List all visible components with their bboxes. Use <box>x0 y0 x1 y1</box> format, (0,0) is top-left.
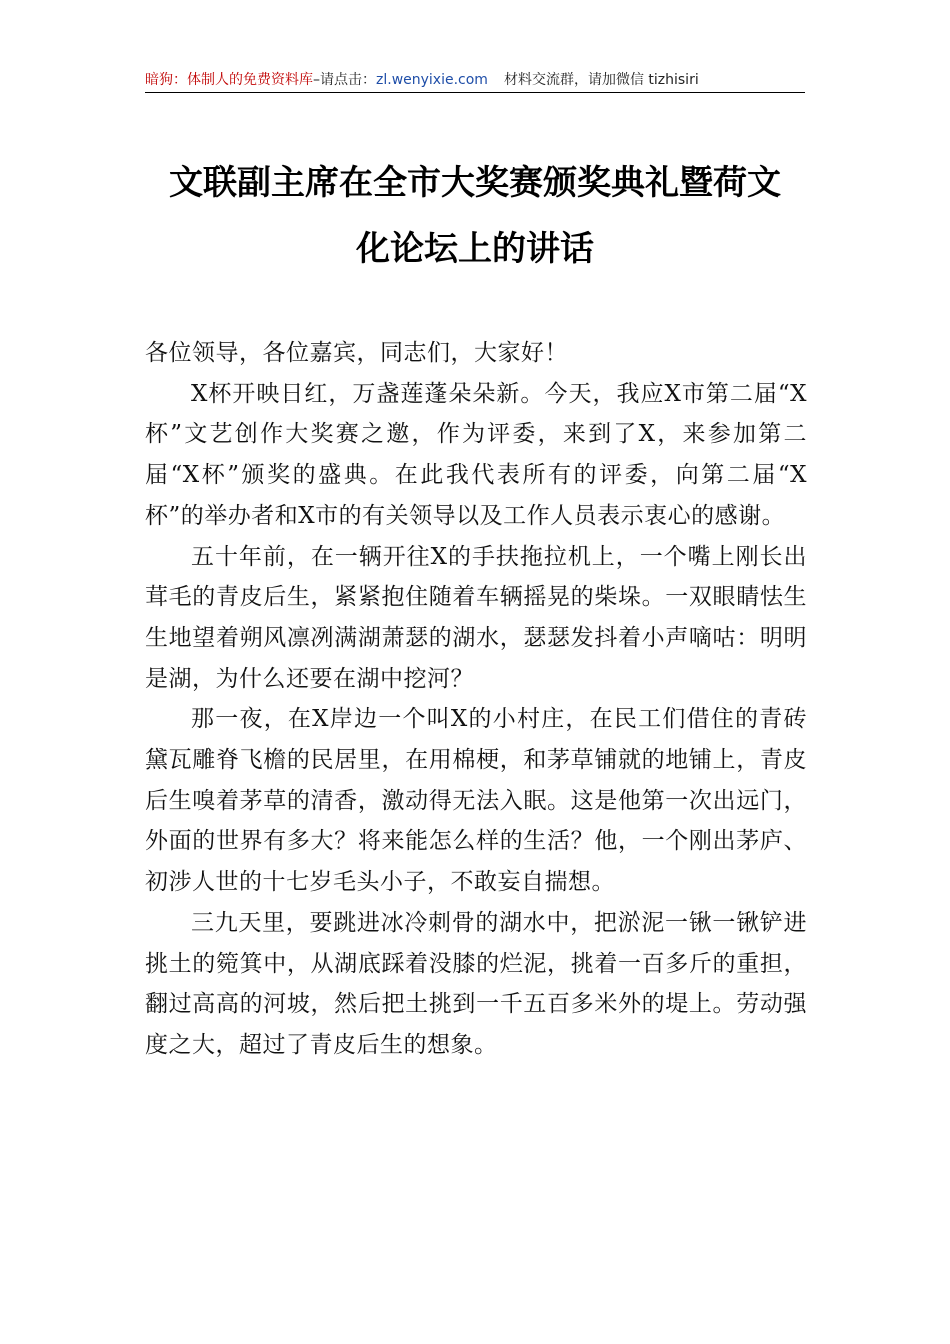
header-contact: 材料交流群，请加微信 tizhisiri <box>503 72 699 88</box>
header-brand: 暗狗：体制人的免费资料库 <box>145 72 313 88</box>
paragraph: 五十年前，在一辆开往X的手扶拖拉机上，一个嘴上刚长出茸毛的青皮后生，紧紧抱住随着车辆摇晃的柴垛。一双眼睛怯生生地望着朔风凛冽满湖萧瑟的湖水，瑟瑟发抖着小声嘀咕：明明是湖，为什么还要在湖中挖河？ <box>145 543 807 692</box>
header-link[interactable]: zl.wenyixie.com <box>376 72 488 88</box>
paragraph: 三九天里，要跳进冰冷刺骨的湖水中，把淤泥一锹一锹铲进挑土的箢箕中，从湖底踩着没膝的烂泥，挑着一百多斤的重担，翻过高高的河坡，然后把土挑到一千五百多米外的堤上。劳动强度之大，超过了青皮后生的想象。 <box>145 909 807 1058</box>
paragraph: X杯开映日红，万盏莲蓬朵朵新。今天，我应X市第二届“X杯”文艺创作大奖赛之邀，作为评委，来到了X，来参加第二届“X杯”颁奖的盛典。在此我代表所有的评委，向第二届“X杯”的举办者和X市的有关领导以及工作人员表示衷心的感谢。 <box>145 380 807 529</box>
header-prompt: –请点击： <box>313 72 376 88</box>
page-header <box>145 70 805 93</box>
document-title <box>145 150 805 282</box>
document-body <box>145 333 807 1066</box>
paragraph-greeting: 各位领导，各位嘉宾，同志们，大家好！ <box>145 340 568 366</box>
paragraph: 那一夜，在X岸边一个叫X的小村庄，在民工们借住的青砖黛瓦雕脊飞檐的民居里，在用棉梗，和茅草铺就的地铺上，青皮后生嗅着茅草的清香，激动得无法入眠。这是他第一次出远门，外面的世界有多大？将来能怎么样的生活？他，一个刚出茅庐、初涉人世的十七岁毛头小子，不敢妄自揣想。 <box>145 706 807 896</box>
title-line-1: 文联副主席在全市大奖赛颁奖典礼暨荷文 <box>169 163 781 203</box>
title-line-2: 化论坛上的讲话 <box>356 229 594 269</box>
